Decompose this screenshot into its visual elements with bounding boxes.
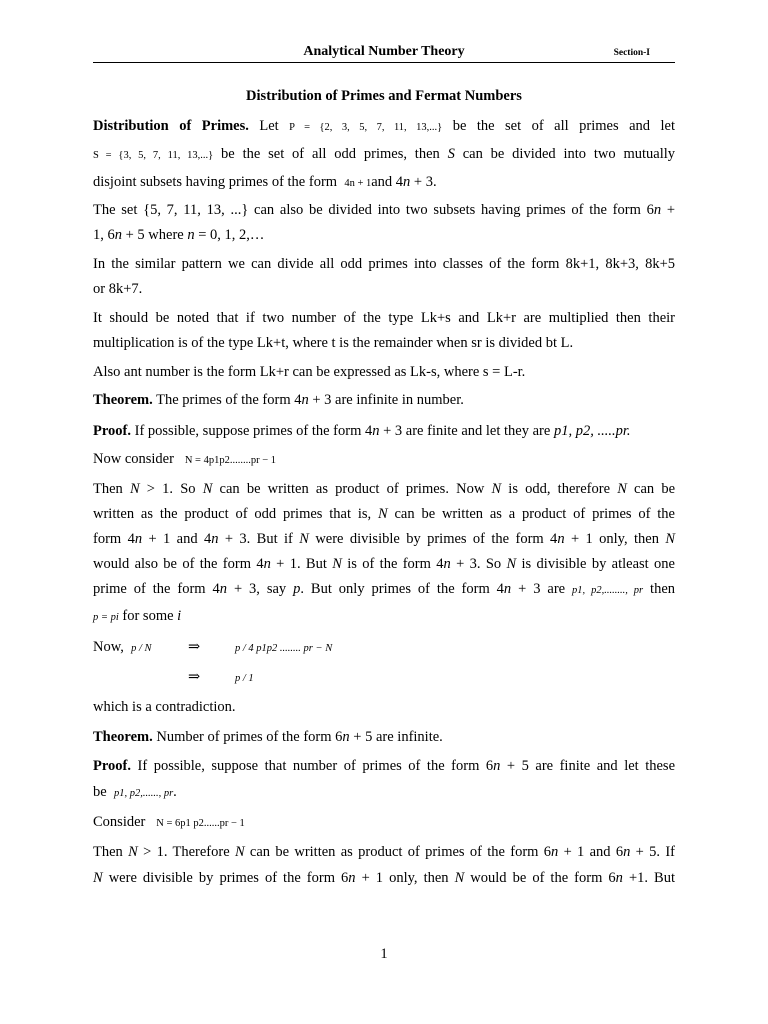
paragraph-line (93, 530, 675, 548)
theorem-statement (93, 391, 675, 409)
text: can be (626, 481, 675, 497)
text: The primes of the form 4 (152, 392, 302, 408)
math-var: n (134, 531, 143, 547)
text: disjoint subsets having primes of the form (93, 174, 338, 190)
math-var: N (665, 531, 676, 547)
implies-symbol: ⇒ (188, 639, 201, 655)
math-var: n (372, 423, 380, 439)
text: were divisible by primes of the form 4 (308, 531, 558, 547)
text: prime of the form 4 (93, 581, 220, 597)
text: and 4 (371, 174, 404, 190)
math-var: N (506, 556, 517, 572)
math-expr: p / 1 (235, 673, 254, 684)
math-var: n (219, 581, 228, 597)
math-var: n (403, 174, 411, 190)
text: Number of primes of the form 6 (152, 729, 343, 745)
text: If possible, suppose that number of primes of the form 6 (131, 758, 494, 774)
math-var: N (454, 870, 465, 886)
math-var: i (177, 608, 182, 624)
math-primes: p1, p2,......, pr (113, 788, 174, 799)
text: + 3, say (227, 581, 294, 597)
page-header (93, 44, 675, 63)
theorem-statement (93, 728, 675, 746)
math-var: N (491, 481, 502, 497)
proof-line (93, 783, 675, 803)
text: + 5. If (630, 844, 675, 860)
paragraph-line (93, 843, 675, 861)
text: + 1 only, then (564, 531, 666, 547)
proof-line (93, 450, 675, 470)
paragraph-line (93, 580, 675, 600)
text: for some (118, 608, 178, 624)
math-formula: N = 6p1 p2......pr − 1 (156, 818, 245, 829)
math-form: 4n + 1 (344, 178, 372, 189)
header-section: Section-I (613, 48, 650, 58)
text: . But only primes of the form 4 (300, 581, 504, 597)
text: +1. But (622, 870, 676, 886)
text: > 1. Therefore (137, 844, 235, 860)
text: Let (259, 118, 279, 134)
page-number: 1 (380, 946, 388, 962)
paragraph-line (93, 117, 675, 137)
paragraph-line: which is a contradiction. (93, 699, 236, 715)
text: then (650, 581, 676, 597)
math-primes: p1, p2, .....pr. (553, 423, 631, 439)
math-var: n (493, 758, 501, 774)
text: be the set of all primes and let (452, 118, 676, 134)
bold-label: Distribution of Primes. (93, 118, 249, 134)
math-var: n (443, 556, 451, 572)
math-var: S (447, 146, 455, 162)
text: + 1 only, then (355, 870, 455, 886)
math-var: n (263, 556, 271, 572)
paragraph-line (93, 145, 675, 165)
math-var: n (653, 202, 662, 218)
paragraph-line: Also ant number is the form Lk+r can be expressed as Lk-s, where s = L-r. (93, 364, 526, 380)
text: + 5 are infinite. (349, 729, 443, 745)
text: + 3. But if (218, 531, 300, 547)
proof-line (93, 757, 675, 775)
text: + 3. (410, 174, 437, 190)
paragraph-line (93, 607, 675, 627)
math-formula: N = 4p1p2........pr − 1 (184, 455, 277, 466)
math-var: N (299, 531, 309, 547)
text: > 1. So (139, 481, 203, 497)
text: 1, 6 (93, 227, 115, 243)
text: Then (93, 844, 129, 860)
bold-label: Theorem. (93, 392, 153, 408)
text: + 5 are finite and let these (500, 758, 676, 774)
text: would be of the form 6 (464, 870, 616, 886)
paragraph-line (93, 869, 675, 887)
math-var: n (187, 227, 195, 243)
text: Now consider (93, 451, 174, 467)
paragraph-line (93, 226, 675, 244)
paragraph-line: In the similar pattern we can divide all odd primes into classes of the form 8k+1, 8k+3, 8k+5 (93, 256, 675, 272)
text: is divisible by atleast one (516, 556, 675, 572)
math-var: N (617, 481, 627, 497)
text: + (661, 202, 676, 218)
paragraph-line (93, 201, 675, 219)
text: written as the product of odd primes that is, (93, 506, 378, 522)
text: If possible, suppose primes of the form 4 (131, 423, 373, 439)
text: + 1 and 4 (142, 531, 212, 547)
derivation-step (93, 638, 675, 658)
math-var: n (557, 531, 565, 547)
text: . (173, 784, 177, 800)
math-var: n (348, 870, 356, 886)
bold-label: Proof. (93, 423, 131, 439)
text: + 1. But (270, 556, 333, 572)
text: + 1 and 6 (558, 844, 624, 860)
text: Now, (93, 639, 124, 655)
paragraph-line (93, 480, 675, 498)
math-expr: p / N (131, 643, 152, 654)
math-var: n (623, 844, 631, 860)
math-var: n (503, 581, 512, 597)
text: is odd, therefore (501, 481, 618, 497)
bold-label: Theorem. (93, 729, 153, 745)
header-title: Analytical Number Theory (303, 44, 465, 59)
text: can be written as product of primes of the form 6 (244, 844, 552, 860)
paragraph-line (93, 505, 675, 523)
text: be the set of all odd primes, then (221, 146, 440, 162)
math-var: N (202, 481, 213, 497)
bold-label: Proof. (93, 758, 131, 774)
math-var: N (377, 506, 388, 522)
math-set-p: P = {2, 3, 5, 7, 11, 13,...} (289, 122, 443, 133)
math-var: N (332, 556, 342, 572)
text: form 4 (93, 531, 135, 547)
text: can be written as a product of primes of the (387, 506, 675, 522)
text: + 3. So (450, 556, 507, 572)
text: would also be of the form 4 (93, 556, 264, 572)
text: can be divided into two mutually (462, 146, 676, 162)
text: is of the form 4 (341, 556, 444, 572)
text: = 0, 1, 2,… (194, 227, 265, 243)
math-var: n (211, 531, 219, 547)
text: Consider (93, 814, 146, 830)
paragraph-line: multiplication is of the type Lk+t, where t is the remainder when sr is divided bt L. (93, 335, 574, 351)
text: were divisible by primes of the form 6 (102, 870, 349, 886)
math-set-s: S = {3, 5, 7, 11, 13,...} (93, 150, 214, 161)
math-var: N (93, 870, 103, 886)
math-primes: p1, p2,........, pr (572, 585, 644, 596)
text: + 5 where (122, 227, 188, 243)
text: The set {5, 7, 11, 13, ...} can also be divided into two subsets having primes of the form 6 (93, 202, 654, 218)
math-var: n (301, 392, 309, 408)
math-var: N (129, 481, 140, 497)
math-var: N (234, 844, 245, 860)
proof-line (93, 422, 675, 440)
paragraph-line (93, 555, 675, 573)
implies-symbol: ⇒ (188, 669, 201, 685)
math-var: n (615, 870, 623, 886)
math-var: p (293, 581, 301, 597)
math-var: N (128, 844, 138, 860)
math-var: n (342, 729, 350, 745)
paragraph-line: or 8k+7. (93, 281, 143, 297)
text: be (93, 784, 107, 800)
text: + 3 are infinite in number. (308, 392, 464, 408)
text: Then (93, 481, 130, 497)
paragraph-line (93, 173, 675, 193)
math-var: n (114, 227, 122, 243)
math-expr: p / 4 p1p2 ........ pr − N (235, 643, 333, 654)
paragraph-line: It should be noted that if two number of the type Lk+s and Lk+r are multiplied then their (93, 310, 675, 326)
document-heading: Distribution of Primes and Fermat Numbers (246, 88, 522, 104)
math-equation: p = pi (93, 612, 119, 623)
text: + 3 are (511, 581, 566, 597)
proof-line (93, 813, 675, 833)
text: + 3 are finite and let they are (379, 423, 554, 439)
math-var: n (551, 844, 559, 860)
text: can be written as product of primes. Now (212, 481, 492, 497)
